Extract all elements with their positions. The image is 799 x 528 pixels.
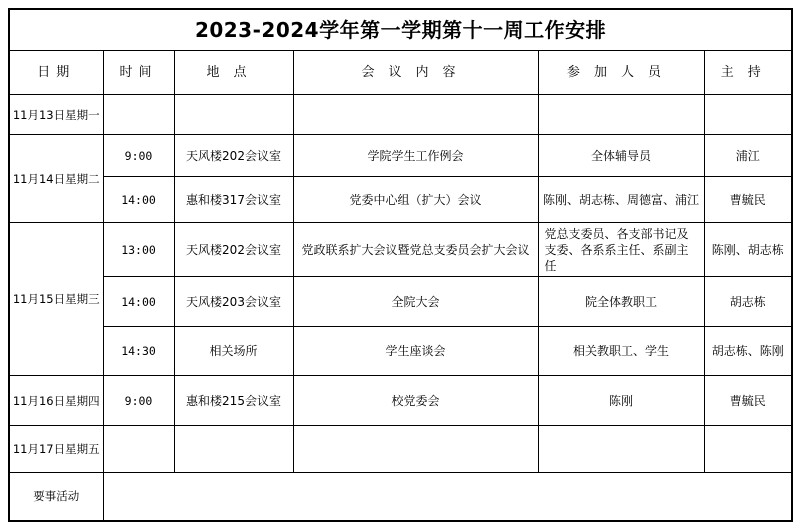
time-cell: 14:00 — [103, 177, 174, 223]
time-cell: 9:00 — [103, 376, 174, 426]
host-cell — [704, 426, 792, 473]
host-cell: 陈刚、胡志栋 — [704, 223, 792, 277]
content-cell: 全院大会 — [293, 277, 538, 327]
footer-value — [103, 473, 792, 521]
attendees-cell: 院全体教职工 — [538, 277, 704, 327]
date-cell: 11月13日星期一 — [9, 95, 103, 135]
place-cell — [174, 426, 293, 473]
table-row — [9, 177, 792, 223]
header-place: 地点 — [174, 51, 293, 95]
footer-row — [9, 473, 792, 521]
attendees-cell — [538, 426, 704, 473]
attendees-cell: 党总支委员、各支部书记及支委、各系系主任、系副主任 — [538, 223, 704, 277]
content-cell: 学院学生工作例会 — [293, 135, 538, 177]
time-cell — [103, 95, 174, 135]
footer-label: 要事活动 — [9, 473, 103, 521]
date-cell: 11月17日星期五 — [9, 426, 103, 473]
table-row — [9, 277, 792, 327]
content-cell: 党政联系扩大会议暨党总支委员会扩大会议 — [293, 223, 538, 277]
table-row — [9, 426, 792, 473]
date-cell: 11月16日星期四 — [9, 376, 103, 426]
place-cell: 天风楼202会议室 — [174, 135, 293, 177]
date-cell: 11月15日星期三 — [9, 223, 103, 376]
time-cell — [103, 426, 174, 473]
content-cell: 党委中心组（扩大）会议 — [293, 177, 538, 223]
header-date: 日期 — [9, 51, 103, 95]
table-row — [9, 327, 792, 376]
host-cell: 浦江 — [704, 135, 792, 177]
place-cell — [174, 95, 293, 135]
table-row — [9, 135, 792, 177]
host-cell: 胡志栋、陈刚 — [704, 327, 792, 376]
time-cell: 14:00 — [103, 277, 174, 327]
table-row — [9, 95, 792, 135]
table-row — [9, 376, 792, 426]
content-cell: 校党委会 — [293, 376, 538, 426]
schedule-sheet — [8, 8, 791, 522]
page-title: 2023-2024学年第一学期第十一周工作安排 — [9, 9, 792, 51]
attendees-cell: 全体辅导员 — [538, 135, 704, 177]
attendees-cell: 相关教职工、学生 — [538, 327, 704, 376]
header-content: 会议内容 — [293, 51, 538, 95]
content-cell: 学生座谈会 — [293, 327, 538, 376]
header-row — [9, 51, 792, 95]
time-cell: 13:00 — [103, 223, 174, 277]
content-cell — [293, 95, 538, 135]
table-row — [9, 223, 792, 277]
place-cell: 相关场所 — [174, 327, 293, 376]
host-cell: 胡志栋 — [704, 277, 792, 327]
place-cell: 天风楼202会议室 — [174, 223, 293, 277]
host-cell — [704, 95, 792, 135]
place-cell: 惠和楼317会议室 — [174, 177, 293, 223]
time-cell: 9:00 — [103, 135, 174, 177]
time-cell: 14:30 — [103, 327, 174, 376]
header-host: 主持 — [704, 51, 792, 95]
attendees-cell — [538, 95, 704, 135]
host-cell: 曹毓民 — [704, 376, 792, 426]
header-time: 时间 — [103, 51, 174, 95]
content-cell — [293, 426, 538, 473]
host-cell: 曹毓民 — [704, 177, 792, 223]
date-cell: 11月14日星期二 — [9, 135, 103, 223]
place-cell: 天风楼203会议室 — [174, 277, 293, 327]
attendees-cell: 陈刚 — [538, 376, 704, 426]
header-attendees: 参加人员 — [538, 51, 704, 95]
place-cell: 惠和楼215会议室 — [174, 376, 293, 426]
schedule-table — [8, 8, 793, 522]
attendees-cell: 陈刚、胡志栋、周德富、浦江 — [538, 177, 704, 223]
